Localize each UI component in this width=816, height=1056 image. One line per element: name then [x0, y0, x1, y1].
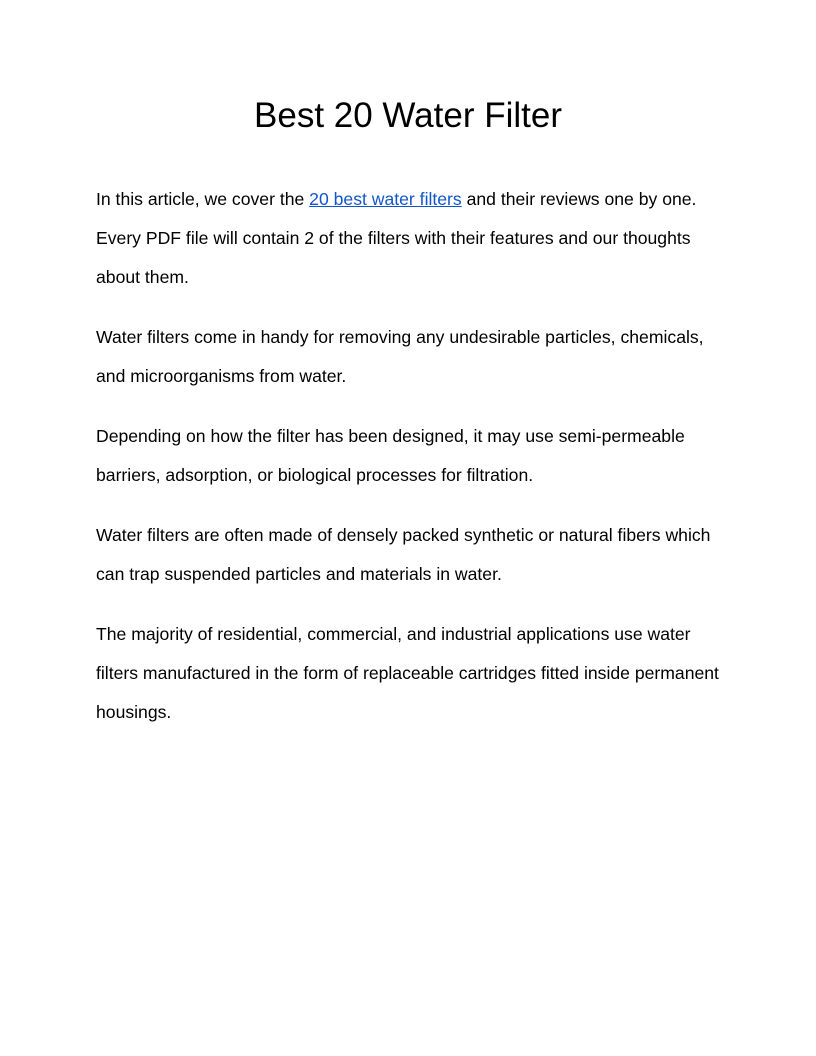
- body-paragraph: Water filters are often made of densely packed synthetic or natural fibers which can trap suspended particles and materials in water.: [96, 525, 711, 584]
- document-body: [96, 180, 736, 753]
- intro-text-before-link: In this article, we cover the: [96, 189, 310, 209]
- intro-paragraph: [96, 180, 736, 297]
- best-water-filters-link[interactable]: 20 best water filters: [309, 189, 462, 209]
- body-paragraph: Depending on how the filter has been designed, it may use semi-permeable barriers, adsorption, or biological processes for filtration.: [96, 426, 685, 485]
- body-paragraph: Water filters come in handy for removing any undesirable particles, chemicals, and microorganisms from water.: [96, 327, 704, 386]
- intro-text-after-link: and their reviews one by one. Every PDF file will contain 2 of the filters with their features and our thoughts about them.: [96, 189, 697, 287]
- document-title: Best 20 Water Filter: [254, 96, 562, 135]
- body-paragraph: The majority of residential, commercial, and industrial applications use water filters manufactured in the form of replaceable cartridges fitted inside permanent housings.: [96, 624, 719, 722]
